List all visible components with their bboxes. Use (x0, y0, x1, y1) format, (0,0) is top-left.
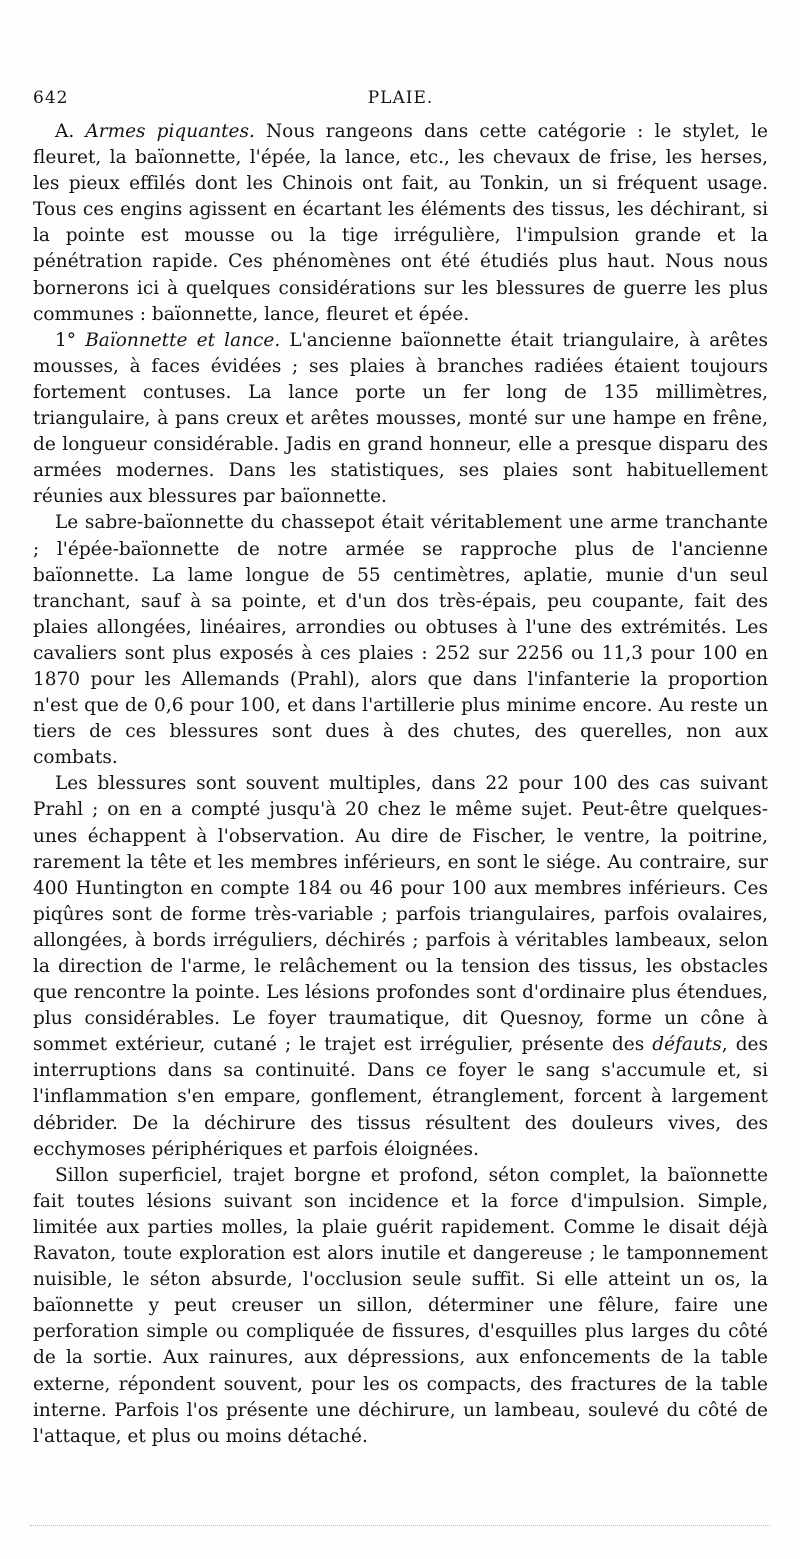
paragraph-armes-piquantes (33, 119, 768, 328)
paragraph-blessures-multiples (33, 771, 768, 1162)
bottom-print-speckle (30, 1525, 770, 1527)
paragraph-text: L'ancienne baïonnette était triangulaire, à arêtes mousses, à faces évidées ; ses plaies à branches radiées étaient toujours fortement contuses. La lance porte un fer long de 135 millimètres, triangulaire, à pans creux et arêtes mousses, monté sur une hampe en frêne, de longueur considérable. Jadis en grand honneur, elle a presque disparu des armées modernes. Dans les statistiques, ses plaies sont habituellement réunies aux blessures par baïonnette. (33, 329, 768, 508)
body-text (33, 119, 768, 1450)
page-number: 642 (33, 88, 69, 108)
section-label: 1° (55, 329, 86, 351)
section-heading: Baïonnette et lance. (85, 329, 281, 351)
section-label: A. (55, 121, 75, 142)
running-title: PLAIE. (367, 88, 434, 108)
italic-term: défauts (652, 1034, 722, 1056)
paragraph-baionnette-lance (33, 328, 768, 511)
paragraph-text: Le sabre-baïonnette du chassepot était véritablement une arme tranchante ; l'épée-baïonnette de notre armée se rapproche plus de l'ancienne baïonnette. La lame longue de 55 centimètres, aplatie, munie d'un seul tranchant, sauf à sa pointe, et d'un dos très-épais, peu coupante, fait des plaies allongées, linéaires, arrondies ou obtuses à l'une des extrémités. Les cavaliers sont plus exposés à ces plaies : 252 sur 2256 ou 11,3 pour 100 en 1870 pour les Allemands (Prahl), alors que dans l'infanterie la proportion n'est que de 0,6 pour 100, et dans l'artillerie plus minime encore. Au reste un tiers de ces blessures sont dues à des chutes, des querelles, non aux combats. (33, 512, 768, 769)
page-header (33, 88, 768, 112)
paragraph-text: Sillon superficiel, trajet borgne et profond, séton complet, la baïonnette fait toutes lésions suivant son incidence et la force d'impulsion. Simple, limitée aux parties molles, la plaie guérit rapidement. Comme le disait déjà Ravaton, toute exploration est alors inutile et dangereuse ; le tamponnement nuisible, le séton absurde, l'occlusion seule suffit. Si elle atteint un os, la baïonnette y peut creuser un sillon, déterminer une fêlure, faire une perforation simple ou compliquée de fissures, d'esquilles plus larges du côté de la sortie. Aux rainures, aux dépressions, aux enfoncements de la table externe, répondent souvent, pour les os compacts, des fractures de la table interne. Parfois l'os présente une déchirure, un lambeau, soulevé du côté de l'attaque, et plus ou moins détaché. (33, 1164, 768, 1447)
paragraph-sillon-superficiel (33, 1163, 768, 1450)
section-heading: Armes piquantes. (85, 121, 255, 142)
paragraph-text: Nous rangeons dans cette catégorie : le stylet, le fleuret, la baïonnette, l'épée, la lance, etc., les chevaux de frise, les herses, les pieux effilés dont les Chinois ont fait, au Tonkin, un si fréquent usage. Tous ces engins agissent en écartant les éléments des tissus, les déchirant, si la pointe est mousse ou la tige irrégulière, l'impulsion grande et la pénétration rapide. Ces phénomènes ont été étudiés plus haut. Nous nous bornerons ici à quelques considérations sur les blessures de guerre les plus communes : baïonnette, lance, fleuret et épée. (33, 121, 768, 325)
paragraph-text: Les blessures sont souvent multiples, dans 22 pour 100 des cas suivant Prahl ; on en a compté jusqu'à 20 chez le même sujet. Peut-être quelques-unes échappent à l'observation. Au dire de Fischer, le ventre, la poitrine, rarement la tête et les membres inférieurs, en sont le siége. Au contraire, sur 400 Huntington en compte 184 ou 46 pour 100 aux membres inférieurs. Ces piqûres sont de forme très-variable ; parfois triangulaires, parfois ovalaires, allongées, à bords irréguliers, déchirés ; parfois à véritables lambeaux, selon la direction de l'arme, le relâchement ou la tension des tissus, les obstacles que rencontre la pointe. Les lésions profondes sont d'ordinaire plus étendues, plus considérables. Le foyer traumatique, dit Quesnoy, forme un cône à sommet extérieur, cutané ; le trajet est irrégulier, présente des (33, 773, 768, 1056)
paragraph-text-continued: , des interruptions dans sa continuité. Dans ce foyer le sang s'accumule et, si l'inflammation s'en empare, gonflement, étranglement, forcent à largement débrider. De la déchirure des tissus résultent des douleurs vives, des ecchymoses périphériques et parfois éloignées. (33, 1034, 768, 1160)
paragraph-sabre-baionnette (33, 510, 768, 771)
